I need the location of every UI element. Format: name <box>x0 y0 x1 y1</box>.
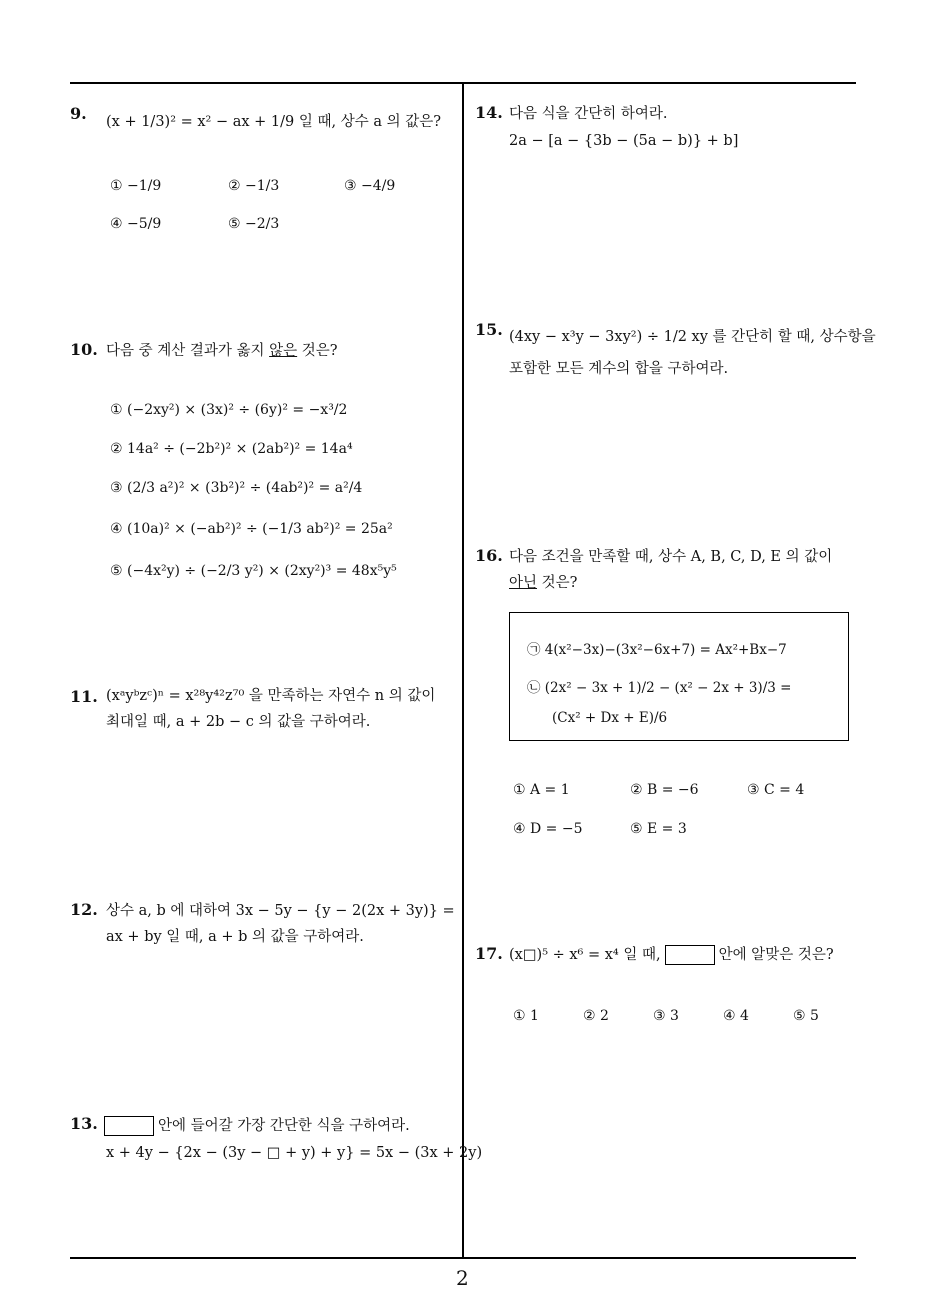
column-divider <box>462 82 464 1258</box>
q13-number: 13. <box>70 1114 98 1133</box>
q17-option-4[interactable]: ④ 4 <box>723 1008 749 1024</box>
q17-option-3[interactable]: ③ 3 <box>653 1008 679 1024</box>
q16-number: 16. <box>475 546 503 565</box>
q16-option-2[interactable]: ② B = −6 <box>630 782 699 798</box>
q16-line-2-post: 것은? <box>537 575 578 591</box>
q16-line-2-underline: 아닌 <box>509 575 538 591</box>
q16-option-1[interactable]: ① A = 1 <box>513 782 570 798</box>
q10-option-2[interactable]: ② 14a² ÷ (−2b²)² × (2ab²)² = 14a⁴ <box>110 441 353 457</box>
q13-line-2: x + 4y − {2x − (3y − □ + y) + y} = 5x − (3x + 2y) <box>106 1145 483 1161</box>
q13-line-1-wrap <box>104 1114 410 1139</box>
q9-stem: (x + 1/3)² = x² − ax + 1/9 일 때, 상수 a 의 값은? <box>106 114 441 130</box>
q16-line-2 <box>509 571 577 596</box>
q15-number: 15. <box>475 320 503 339</box>
q9-option-4[interactable]: ④ −5/9 <box>110 216 162 232</box>
q17-option-2[interactable]: ② 2 <box>583 1008 609 1024</box>
q12-line-1: 상수 a, b 에 대하여 3x − 5y − {y − 2(2x + 3y)} = <box>106 903 455 919</box>
q16-condition-3: (Cx² + Dx + E)/6 <box>552 710 668 726</box>
q9-option-3[interactable]: ③ −4/9 <box>344 178 396 194</box>
q17-stem-pre: (x□)⁵ ÷ x⁶ = x⁴ 일 때, <box>509 947 661 963</box>
q17-option-5[interactable]: ⑤ 5 <box>793 1008 819 1024</box>
q17-number: 17. <box>475 944 503 963</box>
q16-option-3[interactable]: ③ C = 4 <box>747 782 805 798</box>
q16-option-4[interactable]: ④ D = −5 <box>513 821 583 837</box>
q9-option-5[interactable]: ⑤ −2/3 <box>228 216 280 232</box>
page-number: 2 <box>456 1266 469 1290</box>
q16-condition-2: ㉡ (2x² − 3x + 1)/2 − (x² − 2x + 3)/3 = <box>527 680 792 696</box>
q16-option-5[interactable]: ⑤ E = 3 <box>630 821 687 837</box>
q12-number: 12. <box>70 900 98 919</box>
q10-stem-underline: 않은 <box>269 343 298 359</box>
q17-stem-post: 안에 알맞은 것은? <box>718 947 834 963</box>
q10-stem <box>106 339 338 364</box>
q11-number: 11. <box>70 687 98 706</box>
q13-blank-box <box>104 1116 154 1136</box>
q14-line-2: 2a − [a − {3b − (5a − b)} + b] <box>509 133 739 149</box>
q16-condition-1: ㉠ 4(x²−3x)−(3x²−6x+7) = Ax²+Bx−7 <box>527 642 787 658</box>
q16-line-1: 다음 조건을 만족할 때, 상수 A, B, C, D, E 의 값이 <box>509 549 833 565</box>
q11-line-2: 최대일 때, a + 2b − c 의 값을 구하여라. <box>106 714 371 730</box>
q13-line-1: 안에 들어갈 가장 간단한 식을 구하여라. <box>158 1118 410 1134</box>
q14-number: 14. <box>475 103 503 122</box>
q10-option-3[interactable]: ③ (2/3 a²)² × (3b²)² ÷ (4ab²)² = a²/4 <box>110 480 363 496</box>
q11-line-1: (xᵃyᵇzᶜ)ⁿ = x²⁸y⁴²z⁷⁰ 을 만족하는 자연수 n 의 값이 <box>106 688 436 704</box>
q15-line-2: 포함한 모든 계수의 합을 구하여라. <box>509 361 729 377</box>
q10-stem-pre: 다음 중 계산 결과가 옳지 <box>106 343 270 359</box>
q9-option-2[interactable]: ② −1/3 <box>228 178 280 194</box>
q10-option-5[interactable]: ⑤ (−4x²y) ÷ (−2/3 y²) × (2xy²)³ = 48x⁵y⁵ <box>110 563 397 579</box>
q14-line-1: 다음 식을 간단히 하여라. <box>509 106 668 122</box>
q10-option-4[interactable]: ④ (10a)² × (−ab²)² ÷ (−1/3 ab²)² = 25a² <box>110 521 393 537</box>
q15-line-1: (4xy − x³y − 3xy²) ÷ 1/2 xy 를 간단히 할 때, 상수항을 <box>509 329 876 345</box>
q12-line-2: ax + by 일 때, a + b 의 값을 구하여라. <box>106 929 364 945</box>
q10-stem-post: 것은? <box>297 343 338 359</box>
q17-blank-box <box>665 945 715 965</box>
q10-option-1[interactable]: ① (−2xy²) × (3x)² ÷ (6y)² = −x³/2 <box>110 402 348 418</box>
q9-number: 9. <box>70 104 87 123</box>
q17-stem <box>509 943 834 968</box>
q17-option-1[interactable]: ① 1 <box>513 1008 539 1024</box>
bottom-rule <box>70 1257 856 1259</box>
q10-number: 10. <box>70 340 98 359</box>
q9-option-1[interactable]: ① −1/9 <box>110 178 162 194</box>
